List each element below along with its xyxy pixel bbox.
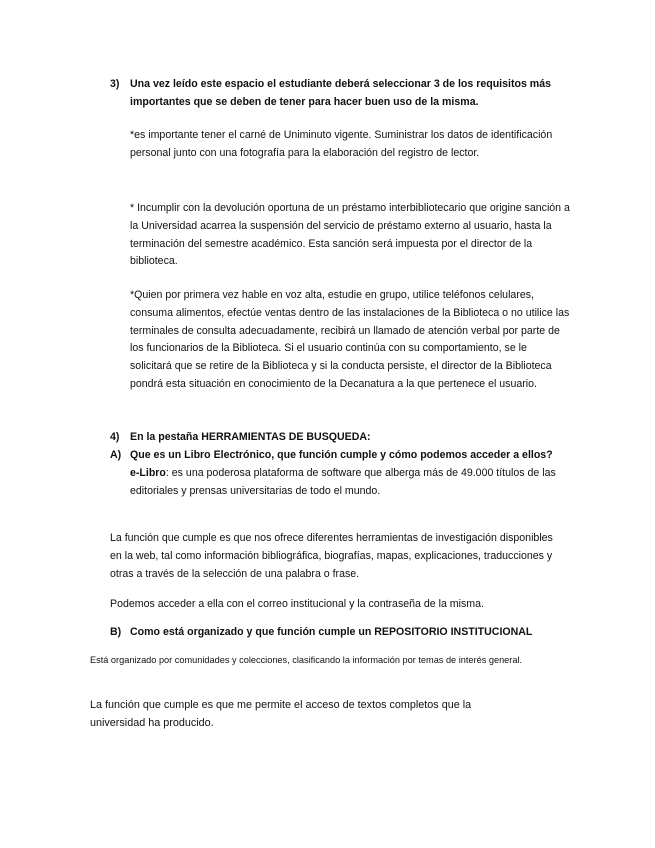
- question-4-heading: En la pestaña HERRAMIENTAS DE BUSQUEDA:: [130, 431, 371, 443]
- question-a-heading: Que es un Libro Electrónico, que función cumple y cómo podemos acceder a ellos?: [130, 449, 553, 461]
- ebook-definition: [130, 465, 560, 501]
- repository-organization: Está organizado por comunidades y colecciones, clasificando la información por temas de interés general.: [90, 655, 523, 665]
- requirement-1: *es importante tener el carné de Uniminuto vigente. Suministrar los datos de identificación personal junto con una fotografía para la elaboración del registro de lector.: [130, 129, 553, 159]
- ebook-term: e-Libro: [130, 466, 166, 479]
- ebook-definition-text: : es una poderosa plataforma de software que alberga más de 49.000 títulos de las editoriales y prensas universitarias de todo el mundo.: [130, 466, 556, 497]
- question-3-heading: Una vez leído este espacio el estudiante deberá seleccionar 3 de los requisitos más importantes que se deben de tener para hacer buen uso de la misma.: [130, 78, 551, 108]
- question-b-letter: B): [110, 626, 122, 638]
- requirement-2: * Incumplir con la devolución oportuna de un préstamo interbibliotecario que origine sanción a la Universidad acarrea la suspensión del servicio de préstamo externo al usuario, hasta la terminación del semestre académico. Esta sanción será impuesta por el director de la biblioteca.: [130, 202, 570, 268]
- question-a: [110, 447, 560, 500]
- question-3-number: 3): [110, 78, 120, 90]
- question-3: [110, 76, 560, 112]
- question-4-number: 4): [110, 431, 120, 443]
- question-b-heading: Como está organizado y que función cumple un REPOSITORIO INSTITUCIONAL: [130, 626, 533, 638]
- question-a-letter: A): [110, 449, 122, 461]
- ebook-function: La función que cumple es que nos ofrece diferentes herramientas de investigación disponibles en la web, tal como información bibliográfica, biografías, mapas, explicaciones, traducciones y otras a través de la selección de una palabra o frase.: [110, 532, 553, 580]
- repository-function: La función que cumple es que me permite el acceso de textos completos que la universidad ha producido.: [90, 699, 472, 729]
- ebook-access: Podemos acceder a ella con el correo institucional y la contraseña de la misma.: [110, 598, 484, 610]
- question-4: [110, 429, 560, 447]
- requirement-3: *Quien por primera vez hable en voz alta, estudie en grupo, utilice teléfonos celulares, consuma alimentos, efectúe ventas dentro de las instalaciones de la Biblioteca o no utilice las terminales de consulta adecuadamente, recibirá un llamado de atención verbal por parte de los funcionarios de la Biblioteca. Si el usuario continúa con su comportamiento, se le solicitará que se retire de la Biblioteca y si la conducta persiste, el director de la Biblioteca pondrá esta situación en conocimiento de la Decanatura a la que pertenece el usuario.: [130, 289, 570, 390]
- question-b: [110, 624, 580, 642]
